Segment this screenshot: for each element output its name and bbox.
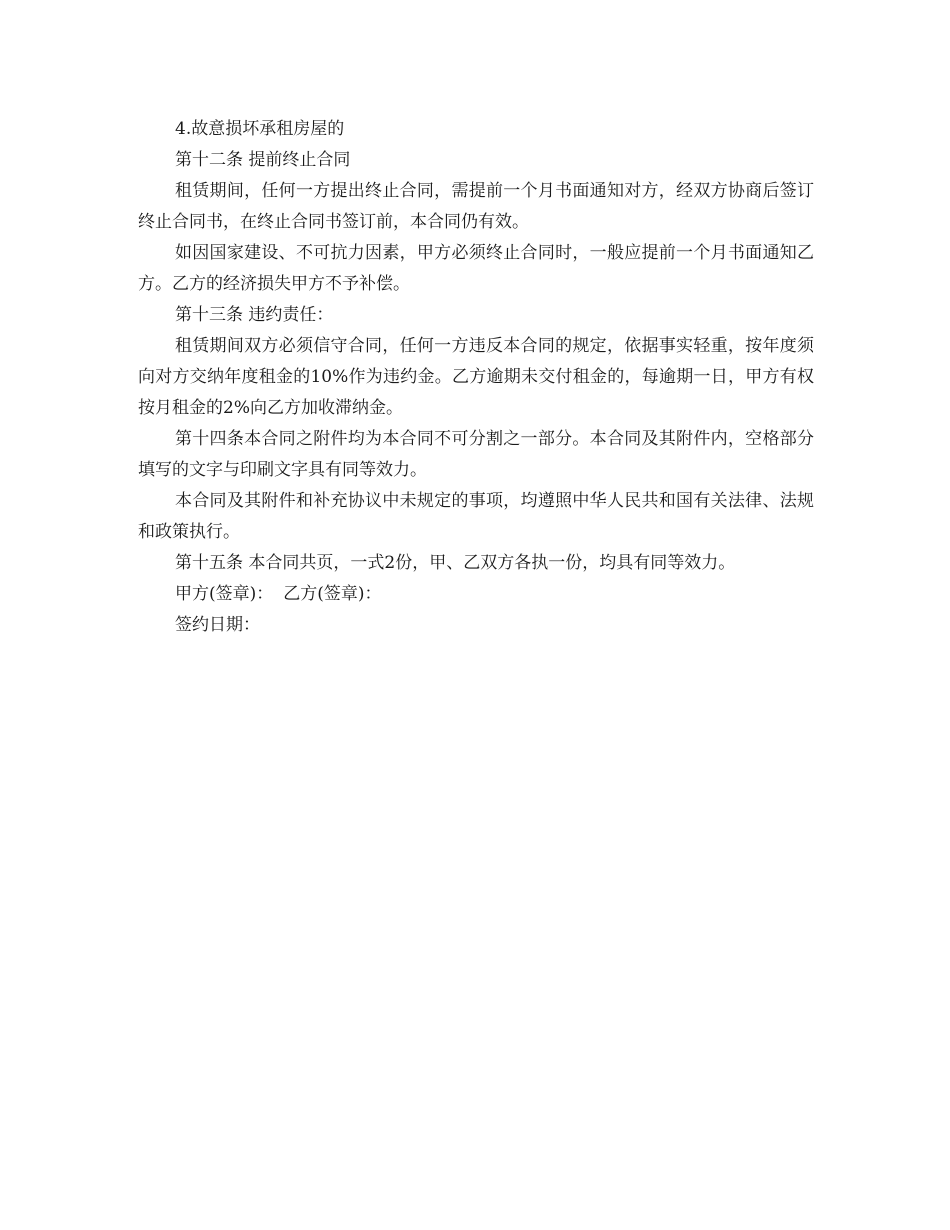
article-13-heading: 第十三条 违约责任： xyxy=(175,305,334,325)
supplementary-paragraph: 本合同及其附件和补充协议中未规定的事项，均遵照中华人民共和国有关法律、法规和政策执行。 xyxy=(138,491,814,542)
article-12-paragraph-1: 租赁期间，任何一方提出终止合同，需提前一个月书面通知对方，经双方协商后签订终止合同书，在终止合同书签订前，本合同仍有效。 xyxy=(138,181,814,232)
article-15-paragraph: 第十五条 本合同共页，一式2份，甲、乙双方各执一份，均具有同等效力。 xyxy=(175,553,736,573)
article-12-heading: 第十二条 提前终止合同 xyxy=(175,150,351,170)
party-b-signature-label: 乙方(签章)： xyxy=(283,584,382,604)
article-13-paragraph: 租赁期间双方必须信守合同，任何一方违反本合同的规定，依据事实轻重，按年度须向对方交纳年度租金的10%作为违约金。乙方逾期未交付租金的，每逾期一日，甲方有权按月租金的2%向乙方加收滞纳金。 xyxy=(138,336,814,418)
signing-date-label: 签约日期： xyxy=(175,615,260,635)
article-12-paragraph-2: 如因国家建设、不可抗力因素，甲方必须终止合同时，一般应提前一个月书面通知乙方。乙方的经济损失甲方不予补偿。 xyxy=(138,243,814,294)
party-a-signature-label: 甲方(签章)： xyxy=(175,584,274,604)
document-body xyxy=(138,114,814,641)
signature-line xyxy=(138,579,814,610)
clause-item-4: 4.故意损坏承租房屋的 xyxy=(175,119,345,139)
article-14-paragraph: 第十四条本合同之附件均为本合同不可分割之一部分。本合同及其附件内，空格部分填写的文字与印刷文字具有同等效力。 xyxy=(138,429,814,480)
